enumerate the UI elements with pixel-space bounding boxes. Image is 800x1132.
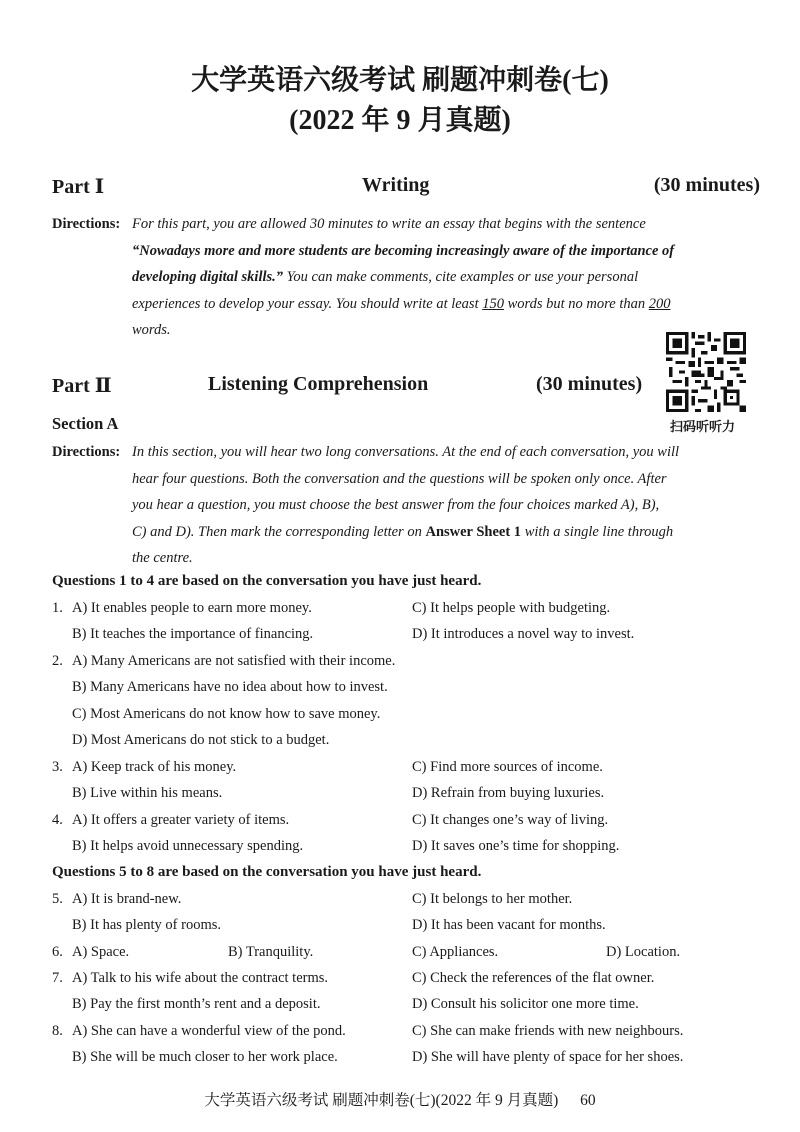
option[interactable]: A) It is brand-new. bbox=[72, 891, 182, 907]
directions-line bbox=[132, 264, 638, 291]
option[interactable]: C) Check the references of the flat owner. bbox=[412, 970, 655, 986]
option[interactable]: D) Most Americans do not stick to a budget. bbox=[72, 732, 330, 748]
max-words: 200 bbox=[648, 295, 671, 312]
option[interactable]: A) Talk to his wife about the contract terms. bbox=[72, 970, 329, 986]
option[interactable]: C) Find more sources of income. bbox=[412, 759, 603, 775]
directions-line: you hear a question, you must choose the best answer from the four choices marked A), B), bbox=[132, 497, 660, 513]
option[interactable]: D) Consult his solicitor one more time. bbox=[412, 996, 639, 1012]
question-number: 8. bbox=[52, 1023, 63, 1039]
option[interactable]: B) Tranquility. bbox=[228, 944, 314, 960]
option[interactable]: C) She can make friends with new neighbours. bbox=[412, 1023, 684, 1039]
directions-text: words but no more than bbox=[503, 295, 649, 312]
option[interactable]: D) Location. bbox=[606, 944, 681, 960]
option[interactable]: D) It introduces a novel way to invest. bbox=[412, 626, 635, 642]
directions-label: Directions: bbox=[52, 444, 121, 460]
page-footer bbox=[0, 1088, 800, 1110]
directions-text: You can make comments, cite examples or use your personal bbox=[283, 269, 639, 285]
option[interactable]: C) It belongs to her mother. bbox=[412, 891, 573, 907]
directions-text: C) and D). Then mark the corresponding letter on bbox=[132, 523, 426, 540]
option[interactable]: A) Keep track of his money. bbox=[72, 759, 237, 775]
option[interactable]: C) Appliances. bbox=[412, 944, 499, 960]
question-group-heading: Questions 5 to 8 are based on the conversation you have just heard. bbox=[52, 864, 482, 880]
qr-code-icon[interactable] bbox=[666, 332, 746, 412]
option[interactable]: B) Pay the first month’s rent and a deposit. bbox=[72, 996, 321, 1012]
prompt-sentence: “Nowadays more and more students are becoming increasingly aware of the importance of bbox=[132, 242, 675, 259]
option[interactable]: A) It offers a greater variety of items. bbox=[72, 812, 290, 828]
part1-time: (30 minutes) bbox=[653, 174, 760, 196]
question-number: 6. bbox=[52, 944, 63, 960]
option[interactable]: B) It teaches the importance of financing. bbox=[72, 626, 314, 642]
option[interactable]: D) She will have plenty of space for her shoes. bbox=[412, 1049, 684, 1065]
option[interactable]: B) Live within his means. bbox=[72, 785, 223, 801]
page-title: 大学英语六级考试 刷题冲刺卷(七) bbox=[191, 65, 609, 96]
min-words: 150 bbox=[482, 295, 504, 312]
option[interactable]: D) Refrain from buying luxuries. bbox=[412, 785, 605, 801]
part1-label: Part Ⅰ bbox=[52, 176, 105, 198]
part2-label: Part Ⅱ bbox=[52, 375, 112, 397]
question-number: 7. bbox=[52, 970, 63, 986]
footer-title: 大学英语六级考试 刷题冲刺卷(七)(2022 年 9 月真题) bbox=[204, 1092, 559, 1109]
directions-line bbox=[132, 519, 673, 546]
directions-line: hear four questions. Both the conversation and the questions will be spoken only once. After bbox=[132, 470, 667, 487]
option[interactable]: B) She will be much closer to her work place. bbox=[72, 1049, 338, 1065]
part2-name: Listening Comprehension bbox=[208, 373, 429, 395]
option[interactable]: C) Most Americans do not know how to save money. bbox=[72, 706, 381, 722]
option[interactable]: A) Space. bbox=[72, 944, 130, 960]
section-a-heading: Section A bbox=[52, 414, 119, 433]
option[interactable]: D) It has been vacant for months. bbox=[412, 917, 606, 933]
option[interactable]: B) It helps avoid unnecessary spending. bbox=[72, 838, 304, 854]
question-number: 3. bbox=[52, 759, 63, 775]
option[interactable]: C) It helps people with budgeting. bbox=[412, 600, 611, 616]
directions-line bbox=[132, 291, 670, 318]
qr-label: 扫码听听力 bbox=[670, 420, 736, 435]
directions-line: For this part, you are allowed 30 minutes to write an essay that begins with the sentence bbox=[132, 216, 646, 232]
option[interactable]: C) It changes one’s way of living. bbox=[412, 812, 609, 828]
option[interactable]: B) It has plenty of rooms. bbox=[72, 917, 222, 933]
answer-sheet-ref: Answer Sheet 1 bbox=[425, 523, 522, 540]
prompt-sentence: developing digital skills.” bbox=[132, 269, 284, 285]
option[interactable]: B) Many Americans have no idea about how to invest. bbox=[72, 679, 388, 695]
question-number: 1. bbox=[52, 600, 63, 616]
question-number: 2. bbox=[52, 653, 63, 669]
page-number: 60 bbox=[580, 1092, 596, 1109]
question-number: 5. bbox=[52, 891, 63, 907]
directions-line: words. bbox=[132, 322, 171, 338]
question-number: 4. bbox=[52, 812, 63, 828]
question-group-heading: Questions 1 to 4 are based on the conversation you have just heard. bbox=[52, 573, 482, 589]
directions-label: Directions: bbox=[52, 216, 121, 232]
option[interactable]: D) It saves one’s time for shopping. bbox=[412, 838, 620, 854]
directions-line bbox=[132, 238, 674, 265]
part2-time: (30 minutes) bbox=[536, 373, 643, 395]
option[interactable]: A) Many Americans are not satisfied with their income. bbox=[72, 653, 396, 669]
directions-text: with a single line through bbox=[521, 523, 674, 540]
part2-header bbox=[52, 373, 760, 401]
directions-text: experiences to develop your essay. You should write at least bbox=[132, 295, 483, 312]
part1-name: Writing bbox=[362, 174, 430, 196]
page-subtitle: (2022 年 9 月真题) bbox=[289, 105, 511, 136]
part1-directions bbox=[52, 211, 758, 351]
option[interactable]: A) She can have a wonderful view of the pond. bbox=[72, 1023, 346, 1039]
directions-line: the centre. bbox=[132, 550, 193, 566]
directions-line: In this section, you will hear two long conversations. At the end of each conversation, you will bbox=[132, 444, 680, 460]
part2-directions bbox=[52, 439, 758, 579]
option[interactable]: A) It enables people to earn more money. bbox=[72, 600, 312, 616]
part1-header bbox=[52, 174, 760, 202]
